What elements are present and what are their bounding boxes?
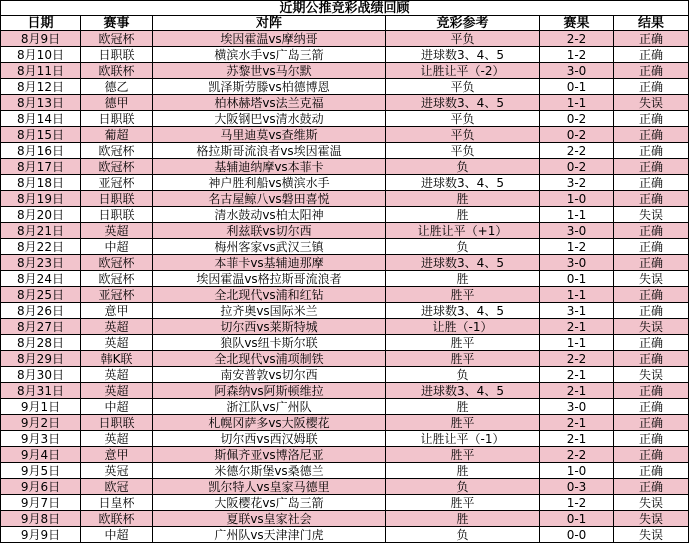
- table-row: [0, 527, 689, 543]
- matchup-cell: 本菲卡vs基辅迪那摩: [153, 255, 386, 271]
- score-cell: 0-1: [540, 511, 614, 527]
- table-row: [0, 207, 689, 223]
- competition-cell: 德甲: [81, 95, 153, 111]
- table-row: [0, 479, 689, 495]
- table-row: [0, 175, 689, 191]
- date-cell: 9月4日: [0, 447, 81, 463]
- outcome-cell: 正确: [614, 127, 689, 143]
- header-pick: 竞彩参考: [386, 16, 540, 31]
- matchup-cell: 马里迪莫vs查维斯: [153, 127, 386, 143]
- matchup-cell: 切尔西vs西汉姆联: [153, 431, 386, 447]
- matchup-cell: 埃因霍温vs格拉斯哥流浪者: [153, 271, 386, 287]
- table-row: [0, 495, 689, 511]
- pick-cell: 胜: [386, 399, 540, 415]
- pick-cell: 进球数3、4、5: [386, 303, 540, 319]
- outcome-cell: 失误: [614, 207, 689, 223]
- score-cell: 3-2: [540, 175, 614, 191]
- matchup-cell: 横滨水手vs广岛三箭: [153, 47, 386, 63]
- competition-cell: 葡超: [81, 127, 153, 143]
- score-cell: 3-0: [540, 63, 614, 79]
- date-cell: 8月29日: [0, 351, 81, 367]
- competition-cell: 英超: [81, 319, 153, 335]
- date-cell: 8月10日: [0, 47, 81, 63]
- date-cell: 8月16日: [0, 143, 81, 159]
- pick-cell: 胜: [386, 191, 540, 207]
- matchup-cell: 凯泽斯劳滕vs柏德博恩: [153, 79, 386, 95]
- matchup-cell: 神户胜利船vs横滨水手: [153, 175, 386, 191]
- pick-cell: 胜: [386, 511, 540, 527]
- table-row: [0, 31, 689, 47]
- table-row: [0, 271, 689, 287]
- matchup-cell: 清水鼓动vs柏太阳神: [153, 207, 386, 223]
- competition-cell: 韩K联: [81, 351, 153, 367]
- table-row: [0, 143, 689, 159]
- matchup-cell: 梅州客家vs武汉三镇: [153, 239, 386, 255]
- outcome-cell: 正确: [614, 191, 689, 207]
- table-row: [0, 127, 689, 143]
- date-cell: 9月5日: [0, 463, 81, 479]
- outcome-cell: 正确: [614, 143, 689, 159]
- competition-cell: 日职联: [81, 207, 153, 223]
- outcome-cell: 正确: [614, 399, 689, 415]
- outcome-cell: 正确: [614, 111, 689, 127]
- table-row: [0, 319, 689, 335]
- outcome-cell: 正确: [614, 31, 689, 47]
- date-cell: 8月19日: [0, 191, 81, 207]
- table-row: [0, 159, 689, 175]
- header-row: [0, 16, 689, 31]
- pick-cell: 胜平: [386, 415, 540, 431]
- competition-cell: 日职联: [81, 111, 153, 127]
- matchup-cell: 苏黎世vs马尔默: [153, 63, 386, 79]
- pick-cell: 负: [386, 159, 540, 175]
- competition-cell: 亚冠杯: [81, 287, 153, 303]
- date-cell: 8月9日: [0, 31, 81, 47]
- matchup-cell: 格拉斯哥流浪者vs埃因霍温: [153, 143, 386, 159]
- date-cell: 8月14日: [0, 111, 81, 127]
- table-title: 近期公推竞彩战绩回顾: [0, 0, 689, 16]
- score-cell: 1-2: [540, 47, 614, 63]
- matchup-cell: 基辅迪纳摩vs本菲卡: [153, 159, 386, 175]
- outcome-cell: 正确: [614, 287, 689, 303]
- table-row: [0, 287, 689, 303]
- matchup-cell: 凯尔特人vs皇家马德里: [153, 479, 386, 495]
- score-cell: 2-2: [540, 31, 614, 47]
- score-cell: 0-1: [540, 79, 614, 95]
- date-cell: 9月2日: [0, 415, 81, 431]
- outcome-cell: 正确: [614, 479, 689, 495]
- date-cell: 9月3日: [0, 431, 81, 447]
- score-cell: 0-1: [540, 271, 614, 287]
- date-cell: 8月21日: [0, 223, 81, 239]
- competition-cell: 日职联: [81, 191, 153, 207]
- score-cell: 1-0: [540, 463, 614, 479]
- table-row: [0, 511, 689, 527]
- matchup-cell: 札幌冈萨多vs大阪樱花: [153, 415, 386, 431]
- table-row: [0, 255, 689, 271]
- competition-cell: 日职联: [81, 47, 153, 63]
- pick-cell: 负: [386, 479, 540, 495]
- table-row: [0, 351, 689, 367]
- pick-cell: 平负: [386, 79, 540, 95]
- date-cell: 8月30日: [0, 367, 81, 383]
- competition-cell: 中超: [81, 239, 153, 255]
- pick-cell: 平负: [386, 111, 540, 127]
- pick-cell: 进球数3、4、5: [386, 95, 540, 111]
- date-cell: 8月13日: [0, 95, 81, 111]
- pick-cell: 负: [386, 527, 540, 543]
- outcome-cell: 失误: [614, 271, 689, 287]
- matchup-cell: 柏林赫塔vs法兰克福: [153, 95, 386, 111]
- outcome-cell: 失误: [614, 367, 689, 383]
- table-row: [0, 223, 689, 239]
- pick-cell: 胜平: [386, 447, 540, 463]
- header-date: 日期: [0, 16, 81, 31]
- competition-cell: 英超: [81, 431, 153, 447]
- outcome-cell: 正确: [614, 447, 689, 463]
- pick-cell: 进球数3、4、5: [386, 47, 540, 63]
- score-cell: 2-1: [540, 367, 614, 383]
- score-cell: 2-1: [540, 319, 614, 335]
- pick-cell: 平负: [386, 143, 540, 159]
- date-cell: 8月15日: [0, 127, 81, 143]
- competition-cell: 欧联杯: [81, 63, 153, 79]
- competition-cell: 欧联杯: [81, 511, 153, 527]
- matchup-cell: 浙江队vs广州队: [153, 399, 386, 415]
- score-cell: 1-1: [540, 207, 614, 223]
- competition-cell: 日职联: [81, 415, 153, 431]
- outcome-cell: 正确: [614, 239, 689, 255]
- date-cell: 9月6日: [0, 479, 81, 495]
- outcome-cell: 正确: [614, 383, 689, 399]
- outcome-cell: 正确: [614, 63, 689, 79]
- outcome-cell: 正确: [614, 79, 689, 95]
- score-cell: 3-1: [540, 303, 614, 319]
- competition-cell: 欧冠杯: [81, 31, 153, 47]
- pick-cell: 让胜让平（+1）: [386, 223, 540, 239]
- outcome-cell: 正确: [614, 223, 689, 239]
- table-row: [0, 367, 689, 383]
- score-cell: 0-2: [540, 127, 614, 143]
- matchup-cell: 大阪樱花vs广岛三箭: [153, 495, 386, 511]
- score-cell: 0-3: [540, 479, 614, 495]
- table-row: [0, 239, 689, 255]
- table-row: [0, 47, 689, 63]
- matchup-cell: 拉齐奥vs国际米兰: [153, 303, 386, 319]
- date-cell: 8月24日: [0, 271, 81, 287]
- score-cell: 2-1: [540, 383, 614, 399]
- pick-cell: 进球数3、4、5: [386, 383, 540, 399]
- competition-cell: 意甲: [81, 447, 153, 463]
- date-cell: 8月11日: [0, 63, 81, 79]
- date-cell: 8月25日: [0, 287, 81, 303]
- pick-cell: 平负: [386, 127, 540, 143]
- date-cell: 8月22日: [0, 239, 81, 255]
- score-cell: 3-0: [540, 223, 614, 239]
- outcome-cell: 正确: [614, 335, 689, 351]
- outcome-cell: 正确: [614, 255, 689, 271]
- date-cell: 9月7日: [0, 495, 81, 511]
- pick-cell: 让胜让平（-2）: [386, 63, 540, 79]
- outcome-cell: 正确: [614, 175, 689, 191]
- outcome-cell: 正确: [614, 463, 689, 479]
- table-row: [0, 431, 689, 447]
- pick-cell: 让胜（-1）: [386, 319, 540, 335]
- header-matchup: 对阵: [153, 16, 386, 31]
- score-cell: 3-0: [540, 255, 614, 271]
- competition-cell: 欧冠杯: [81, 271, 153, 287]
- outcome-cell: 正确: [614, 159, 689, 175]
- matchup-cell: 斯佩齐亚vs博洛尼亚: [153, 447, 386, 463]
- table-row: [0, 383, 689, 399]
- date-cell: 8月17日: [0, 159, 81, 175]
- pick-cell: 胜平: [386, 351, 540, 367]
- matchup-cell: 大阪钢巴vs清水鼓动: [153, 111, 386, 127]
- score-cell: 1-2: [540, 239, 614, 255]
- date-cell: 9月1日: [0, 399, 81, 415]
- date-cell: 8月20日: [0, 207, 81, 223]
- date-cell: 9月9日: [0, 527, 81, 543]
- table-row: [0, 335, 689, 351]
- score-cell: 1-1: [540, 335, 614, 351]
- header-score: 赛果: [540, 16, 614, 31]
- competition-cell: 亚冠杯: [81, 175, 153, 191]
- header-outcome: 结果: [614, 16, 689, 31]
- table-row: [0, 95, 689, 111]
- score-cell: 1-0: [540, 191, 614, 207]
- outcome-cell: 失误: [614, 511, 689, 527]
- table-row: [0, 63, 689, 79]
- outcome-cell: 正确: [614, 351, 689, 367]
- competition-cell: 欧冠杯: [81, 143, 153, 159]
- pick-cell: 胜: [386, 463, 540, 479]
- pick-cell: 胜平: [386, 495, 540, 511]
- pick-cell: 平负: [386, 31, 540, 47]
- outcome-cell: 正确: [614, 415, 689, 431]
- date-cell: 8月12日: [0, 79, 81, 95]
- competition-cell: 英超: [81, 335, 153, 351]
- pick-cell: 进球数3、4、5: [386, 255, 540, 271]
- outcome-cell: 失误: [614, 319, 689, 335]
- score-cell: 1-2: [540, 495, 614, 511]
- matchup-cell: 利兹联vs切尔西: [153, 223, 386, 239]
- outcome-cell: 正确: [614, 431, 689, 447]
- pick-cell: 胜: [386, 271, 540, 287]
- score-cell: 2-2: [540, 447, 614, 463]
- competition-cell: 日皇杯: [81, 495, 153, 511]
- date-cell: 8月31日: [0, 383, 81, 399]
- table-row: [0, 447, 689, 463]
- date-cell: 8月18日: [0, 175, 81, 191]
- competition-cell: 德乙: [81, 79, 153, 95]
- table-row: [0, 79, 689, 95]
- outcome-cell: 正确: [614, 47, 689, 63]
- pick-cell: 胜平: [386, 335, 540, 351]
- score-cell: 1-1: [540, 95, 614, 111]
- table-row: [0, 463, 689, 479]
- competition-cell: 欧冠: [81, 479, 153, 495]
- score-cell: 0-2: [540, 159, 614, 175]
- pick-cell: 负: [386, 239, 540, 255]
- outcome-cell: 正确: [614, 303, 689, 319]
- competition-cell: 中超: [81, 527, 153, 543]
- date-cell: 8月28日: [0, 335, 81, 351]
- matchup-cell: 阿森纳vs阿斯顿维拉: [153, 383, 386, 399]
- matchup-cell: 米德尔斯堡vs桑德兰: [153, 463, 386, 479]
- matchup-cell: 名古屋鲸八vs磐田喜悦: [153, 191, 386, 207]
- pick-cell: 让胜让平（-1）: [386, 431, 540, 447]
- date-cell: 8月26日: [0, 303, 81, 319]
- table-row: [0, 111, 689, 127]
- table-row: [0, 399, 689, 415]
- outcome-cell: 失误: [614, 495, 689, 511]
- matchup-cell: 广州队vs天津津门虎: [153, 527, 386, 543]
- matchup-cell: 南安普敦vs切尔西: [153, 367, 386, 383]
- date-cell: 9月8日: [0, 511, 81, 527]
- competition-cell: 英超: [81, 223, 153, 239]
- pick-cell: 胜平: [386, 287, 540, 303]
- score-cell: 2-1: [540, 431, 614, 447]
- pick-cell: 进球数3、4、5: [386, 175, 540, 191]
- competition-cell: 英超: [81, 367, 153, 383]
- outcome-cell: 失误: [614, 95, 689, 111]
- table-row: [0, 415, 689, 431]
- outcome-cell: 失误: [614, 527, 689, 543]
- score-cell: 1-1: [540, 287, 614, 303]
- score-cell: 2-1: [540, 415, 614, 431]
- table-row: [0, 191, 689, 207]
- matchup-cell: 切尔西vs莱斯特城: [153, 319, 386, 335]
- pick-cell: 胜: [386, 207, 540, 223]
- competition-cell: 欧冠杯: [81, 255, 153, 271]
- competition-cell: 英冠: [81, 463, 153, 479]
- date-cell: 8月27日: [0, 319, 81, 335]
- competition-cell: 中超: [81, 399, 153, 415]
- competition-cell: 欧冠杯: [81, 159, 153, 175]
- header-competition: 赛事: [81, 16, 153, 31]
- score-cell: 3-0: [540, 399, 614, 415]
- competition-cell: 英超: [81, 383, 153, 399]
- matchup-cell: 全北现代vs浦和红钻: [153, 287, 386, 303]
- matchup-cell: 夏联vs皇家社会: [153, 511, 386, 527]
- matchup-cell: 狼队vs纽卡斯尔联: [153, 335, 386, 351]
- matchup-cell: 全北现代vs浦项制铁: [153, 351, 386, 367]
- score-cell: 2-2: [540, 143, 614, 159]
- matchup-cell: 埃因霍温vs摩纳哥: [153, 31, 386, 47]
- score-cell: 2-2: [540, 351, 614, 367]
- score-cell: 0-2: [540, 111, 614, 127]
- table-row: [0, 303, 689, 319]
- pick-cell: 负: [386, 367, 540, 383]
- score-cell: 0-0: [540, 527, 614, 543]
- date-cell: 8月23日: [0, 255, 81, 271]
- competition-cell: 意甲: [81, 303, 153, 319]
